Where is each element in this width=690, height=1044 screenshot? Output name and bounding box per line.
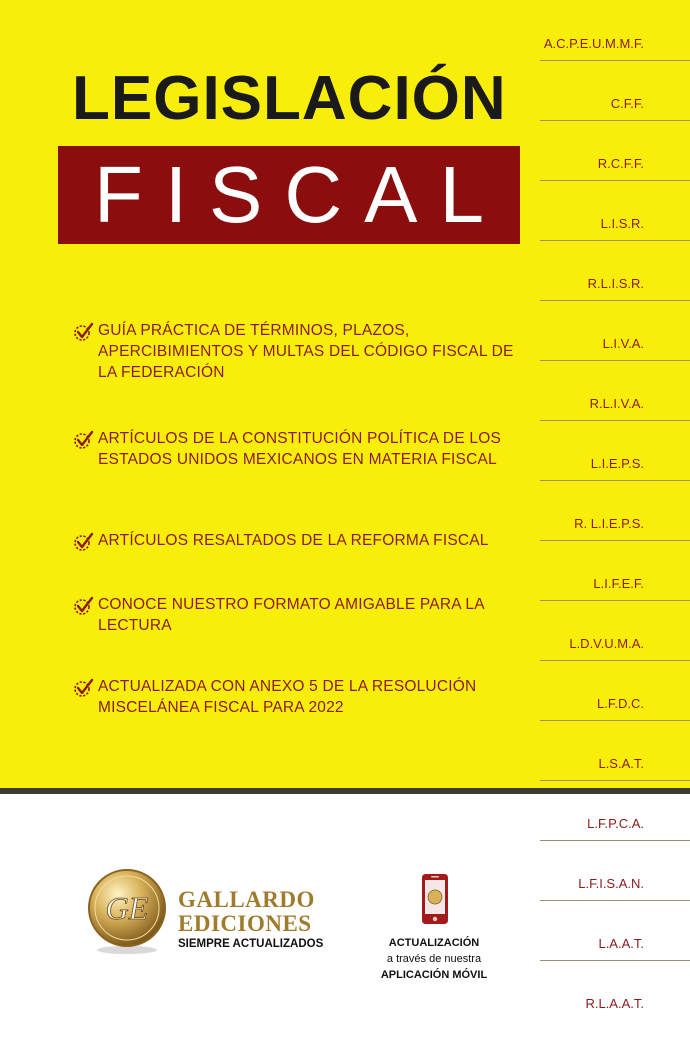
brand-tagline: SIEMPRE ACTUALIZADOS <box>178 938 324 950</box>
feature-item <box>72 530 522 553</box>
brand-name-line-1: GALLARDO <box>178 887 315 912</box>
law-abbreviation <box>540 688 690 748</box>
abbreviation-rule <box>540 780 690 781</box>
abbreviation-rule <box>540 120 690 121</box>
abbreviation-text: R.L.A.A.T. <box>585 996 644 1011</box>
law-abbreviation <box>540 928 690 988</box>
law-abbreviation <box>540 208 690 268</box>
abbreviation-rule <box>540 360 690 361</box>
brand-name-line-2: EDICIONES <box>178 911 312 936</box>
feature-item <box>72 676 522 718</box>
feature-item <box>72 428 522 470</box>
abbreviation-text: L.I.E.P.S. <box>590 456 644 471</box>
feature-item <box>72 320 522 383</box>
abbreviation-text: L.F.D.C. <box>597 696 644 711</box>
abbreviation-rule <box>540 180 690 181</box>
abbreviation-text: L.D.V.U.M.A. <box>569 636 644 651</box>
abbreviation-rule <box>540 540 690 541</box>
law-abbreviation <box>540 988 690 1044</box>
abbreviation-rule <box>540 720 690 721</box>
law-abbreviation <box>540 88 690 148</box>
check-icon <box>72 321 98 343</box>
abbreviation-text: L.I.V.A. <box>602 336 644 351</box>
abbreviation-rule <box>540 60 690 61</box>
gallardo-ediciones-logo <box>82 866 172 956</box>
feature-text: ARTÍCULOS DE LA CONSTITUCIÓN POLÍTICA DE LOS ESTADOS UNIDOS MEXICANOS EN MATERIA FISCAL <box>98 430 501 468</box>
abbreviation-text: L.I.F.E.F. <box>593 576 644 591</box>
abbreviation-text: R. L.I.E.P.S. <box>574 516 644 531</box>
app-line-1: ACTUALIZACIÓN <box>388 937 480 949</box>
abbreviation-rule <box>540 960 690 961</box>
abbreviation-rule <box>540 600 690 601</box>
abbreviation-text: L.F.I.S.A.N. <box>578 876 644 891</box>
title-banner <box>58 146 520 244</box>
title-line-1: LEGISLACIÓN <box>72 64 507 133</box>
abbreviation-text: C.F.F. <box>610 96 644 111</box>
check-icon <box>72 429 98 451</box>
law-abbreviation <box>540 628 690 688</box>
law-abbreviation <box>540 508 690 568</box>
logo-monogram: GE <box>105 890 149 926</box>
abbreviation-rule <box>540 660 690 661</box>
abbreviation-rule <box>540 900 690 901</box>
law-abbreviation <box>540 808 690 868</box>
abbreviation-text: L.S.A.T. <box>598 756 644 771</box>
check-icon <box>72 595 98 617</box>
law-abbreviation <box>540 268 690 328</box>
abbreviation-text: R.C.F.F. <box>597 156 644 171</box>
abbreviation-rule <box>540 840 690 841</box>
feature-text: ARTÍCULOS RESALTADOS DE LA REFORMA FISCAL <box>98 532 489 549</box>
law-abbreviation <box>540 748 690 808</box>
abbreviation-text: L.I.S.R. <box>600 216 644 231</box>
law-abbreviation <box>540 448 690 508</box>
feature-text: GUÍA PRÁCTICA DE TÉRMINOS, PLAZOS, APERCIBIMIENTOS Y MULTAS DEL CÓDIGO FISCAL DE LA FEDERACIÓN <box>98 322 514 381</box>
law-abbreviation <box>540 568 690 628</box>
check-icon <box>72 677 98 699</box>
abbreviation-text: A.C.P.E.U.M.M.F. <box>543 36 644 51</box>
app-line-2: a través de nuestra <box>386 953 482 965</box>
law-abbreviation <box>540 28 690 88</box>
feature-text: ACTUALIZADA CON ANEXO 5 DE LA RESOLUCIÓN MISCELÁNEA FISCAL PARA 2022 <box>98 678 477 716</box>
abbreviation-text: L.A.A.T. <box>598 936 644 951</box>
check-icon <box>72 531 98 553</box>
abbreviation-rule <box>540 420 690 421</box>
law-abbreviation <box>540 388 690 448</box>
feature-text: CONOCE NUESTRO FORMATO AMIGABLE PARA LA LECTURA <box>98 596 484 634</box>
law-abbreviation <box>540 868 690 928</box>
feature-item <box>72 594 522 636</box>
app-line-3: APLICACIÓN MÓVIL <box>380 969 488 981</box>
law-abbreviation <box>540 148 690 208</box>
abbreviation-text: L.F.P.C.A. <box>587 816 644 831</box>
abbreviation-text: R.L.I.V.A. <box>589 396 644 411</box>
abbreviation-rule <box>540 240 690 241</box>
smartphone-icon <box>420 872 450 926</box>
abbreviation-rule <box>540 480 690 481</box>
abbreviation-text: R.L.I.S.R. <box>587 276 644 291</box>
title-line-2: FISCAL <box>93 150 507 239</box>
abbreviation-rule <box>540 300 690 301</box>
law-abbreviation <box>540 328 690 388</box>
